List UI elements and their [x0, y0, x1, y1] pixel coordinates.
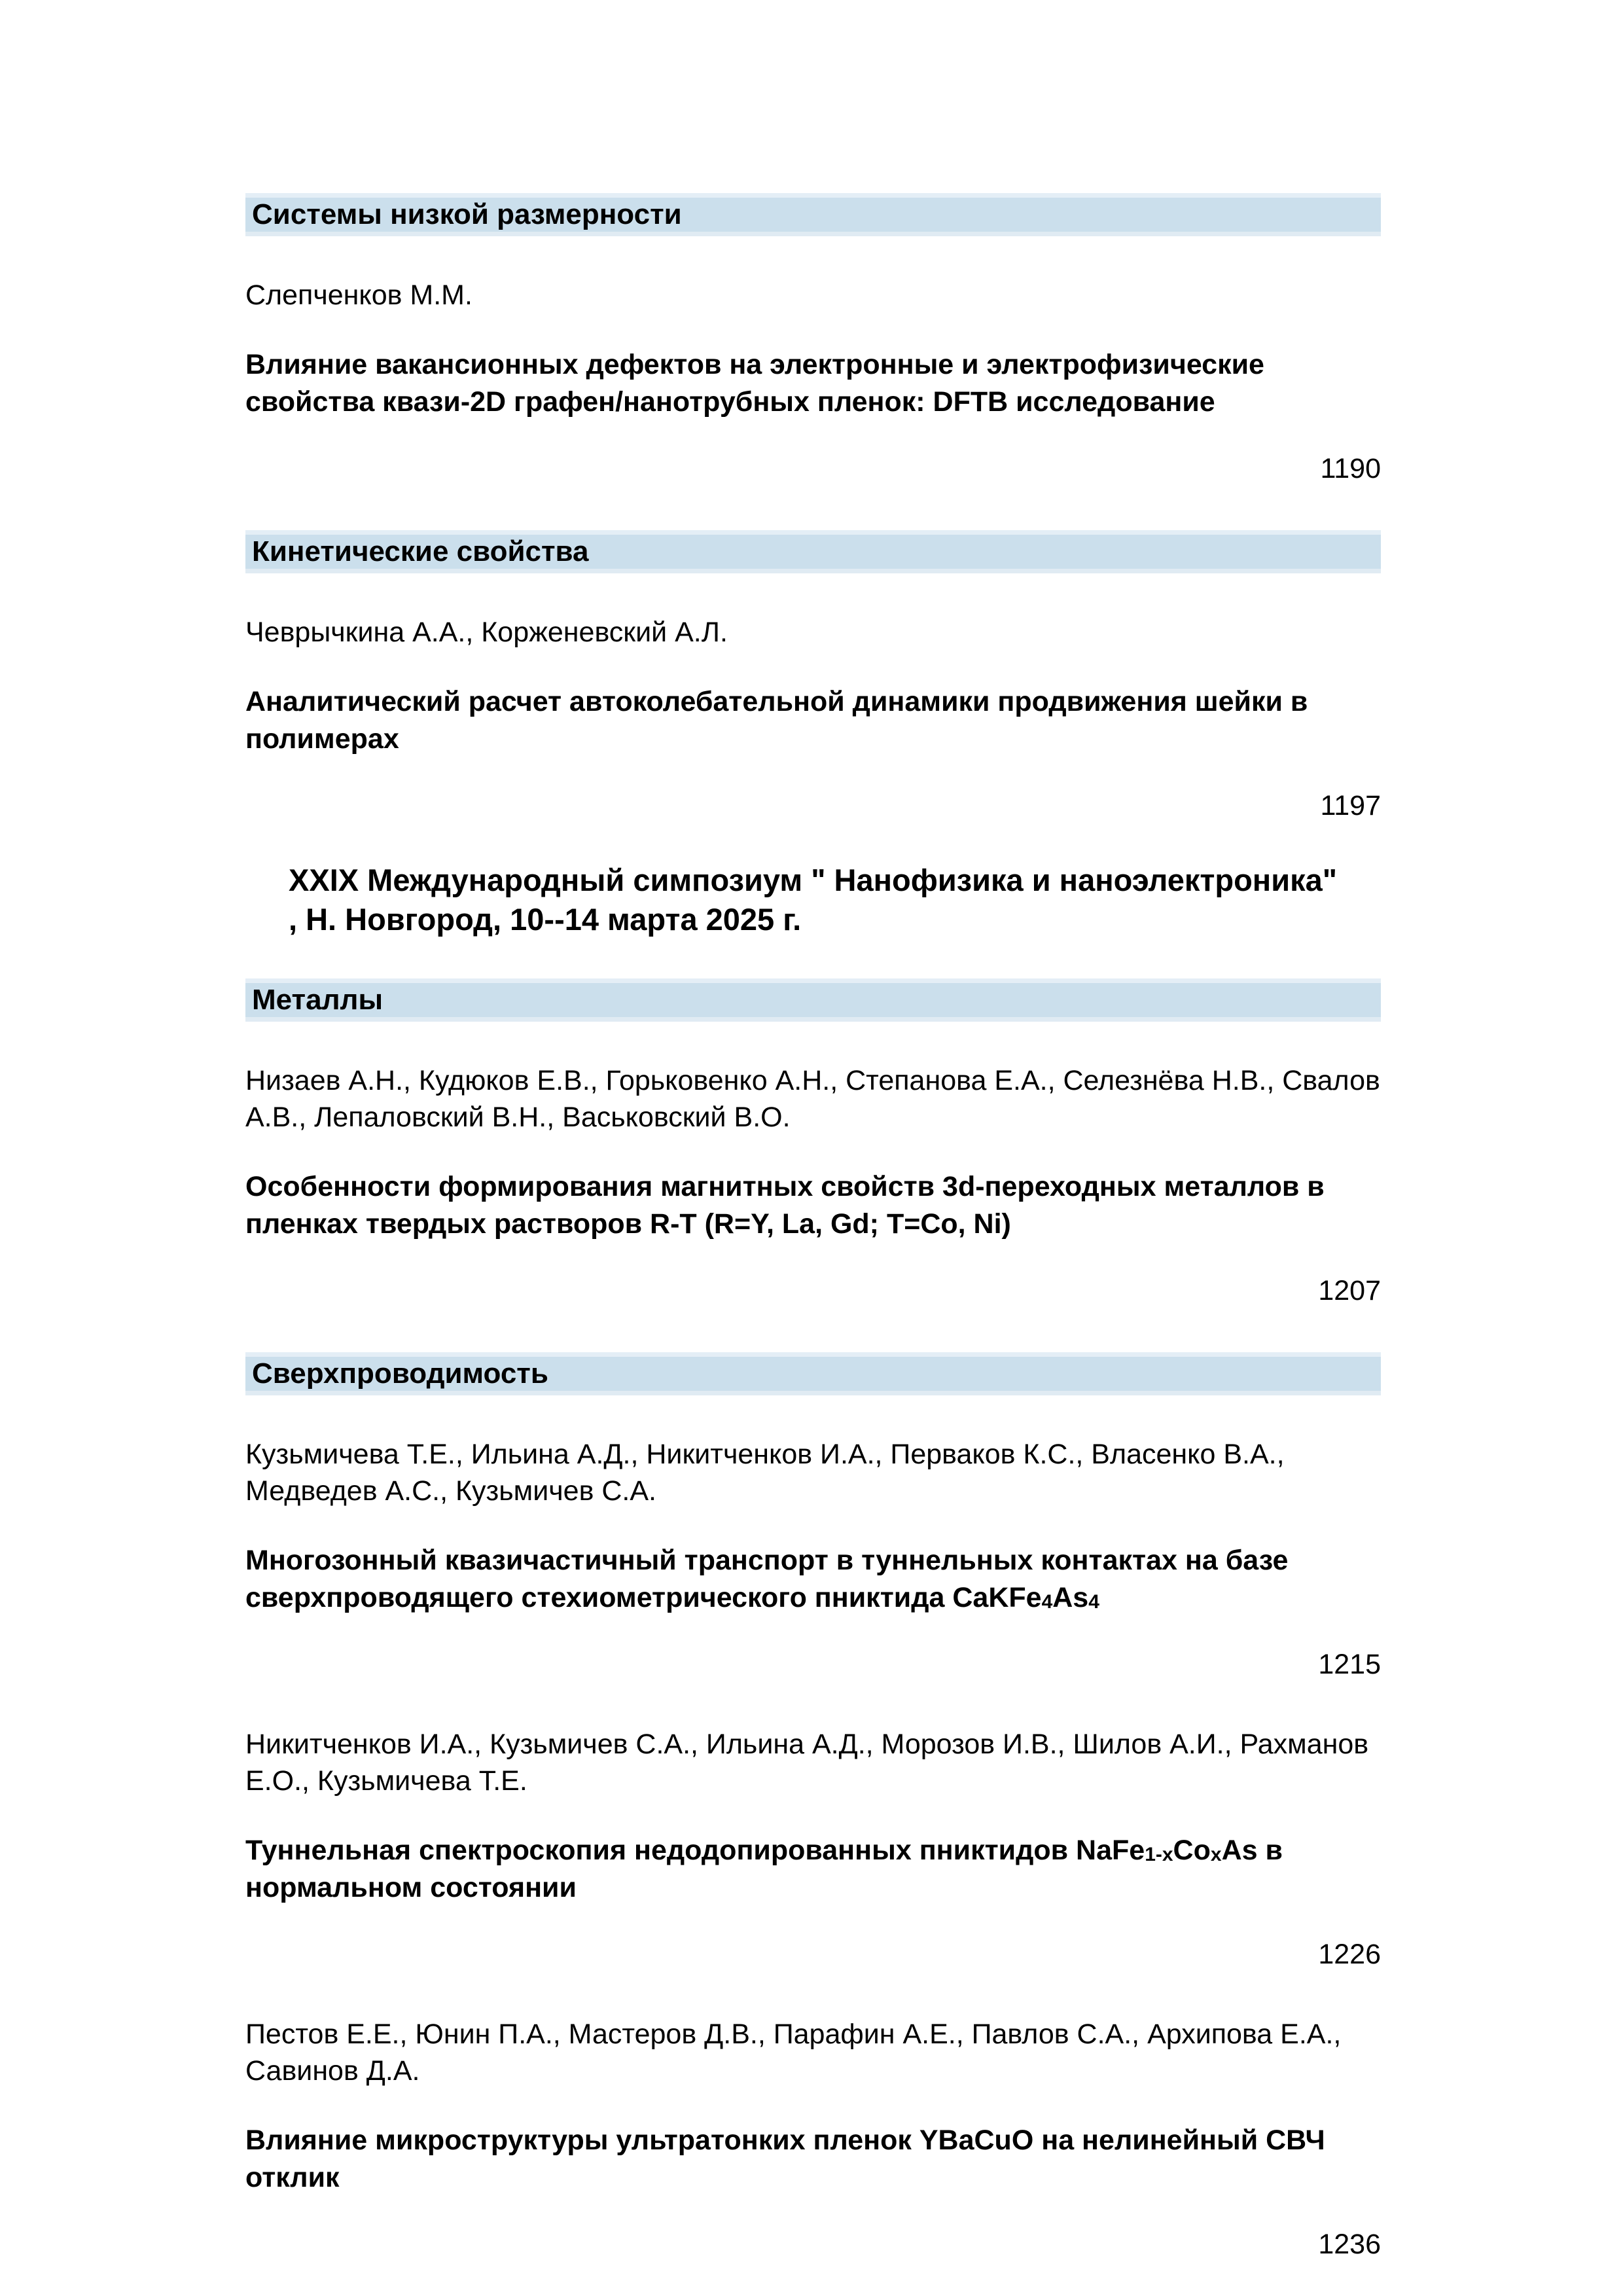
entry4-title-text: As [1052, 1582, 1089, 1613]
entry4-title-text: Многозонный квазичастичный транспорт в туннельных контактах на базе сверхпроводящего стехиометрического пниктида CaKFe [245, 1545, 1289, 1613]
entry3-authors: Низаев А.Н., Кудюков Е.В., Горьковенко А.Н., Степанова Е.А., Селезнёва Н.В., Свалов А.В., Лепаловский В.Н., Васьковский В.О. [245, 1065, 1380, 1133]
section-header-label: Сверхпроводимость [252, 1357, 548, 1390]
section-header-label: Кинетические свойства [252, 535, 589, 567]
entry4-page-number: 1215 [1318, 1649, 1381, 1680]
entry6-page-number: 1236 [1318, 2229, 1381, 2260]
entry4-title-subscript: 4 [1041, 1590, 1053, 1613]
entry4-title-subscript: 4 [1088, 1590, 1099, 1613]
section-header-kinetic-properties [245, 530, 1381, 573]
entry5-title-text: Туннельная спектроскопия недодопированных пниктидов NaFe [245, 1835, 1145, 1866]
section-header-low-dimensional-systems [245, 193, 1381, 236]
entry1-title: Влияние вакансионных дефектов на электронные и электрофизические свойства квази-2D графен/нанотрубных пленок: DFTB исследование [245, 349, 1264, 418]
entry4-authors: Кузьмичева Т.Е., Ильина А.Д., Никитченков И.А., Перваков К.С., Власенко В.А., Медведев А.С., Кузьмичев С.А. [245, 1439, 1285, 1507]
entry5-title-text: As в нормальном состоянии [245, 1835, 1283, 1903]
entry4-title [245, 1542, 1381, 1617]
entry5-title [245, 1832, 1381, 1907]
symposium-heading: XXIX Международный симпозиум " Нанофизика и наноэлектроника" , Н. Новгород, 10--14 марта 2025 г. [289, 863, 1338, 937]
entry6-title: Влияние микроструктуры ультратонких пленок YBaCuO на нелинейный СВЧ отклик [245, 2125, 1325, 2193]
entry1-page-number: 1190 [1320, 453, 1381, 484]
entry2-authors: Чеврычкина А.А., Корженевский А.Л. [245, 617, 728, 648]
section-header-label: Системы низкой размерности [252, 198, 682, 230]
entry5-title-text: Co [1173, 1835, 1211, 1866]
entry2-page-number: 1197 [1320, 790, 1381, 821]
entry1-authors: Слепченков М.М. [245, 279, 473, 311]
toc-content [245, 193, 1381, 2263]
entry5-page-number: 1226 [1318, 1939, 1381, 1970]
section-header-superconductivity [245, 1352, 1381, 1395]
entry6-authors: Пестов Е.Е., Юнин П.А., Мастеров Д.В., Парафин А.Е., Павлов С.А., Архипова Е.А., Савинов Д.А. [245, 2018, 1342, 2087]
section-header-metals [245, 978, 1381, 1022]
entry5-authors: Никитченков И.А., Кузьмичев С.А., Ильина А.Д., Морозов И.В., Шилов А.И., Рахманов Е.О., Кузьмичева Т.Е. [245, 1729, 1369, 1797]
section-header-label: Металлы [252, 984, 383, 1016]
entry3-page-number: 1207 [1318, 1275, 1381, 1306]
entry3-title: Особенности формирования магнитных свойств 3d-переходных металлов в пленках твердых растворов R-T (R=Y, La, Gd; T=Co, Ni) [245, 1171, 1325, 1240]
entry5-title-subscript: 1-x [1145, 1843, 1173, 1865]
entry2-title: Аналитический расчет автоколебательной динамики продвижения шейки в полимерах [245, 686, 1308, 755]
entry5-title-subscript: x [1210, 1843, 1222, 1865]
